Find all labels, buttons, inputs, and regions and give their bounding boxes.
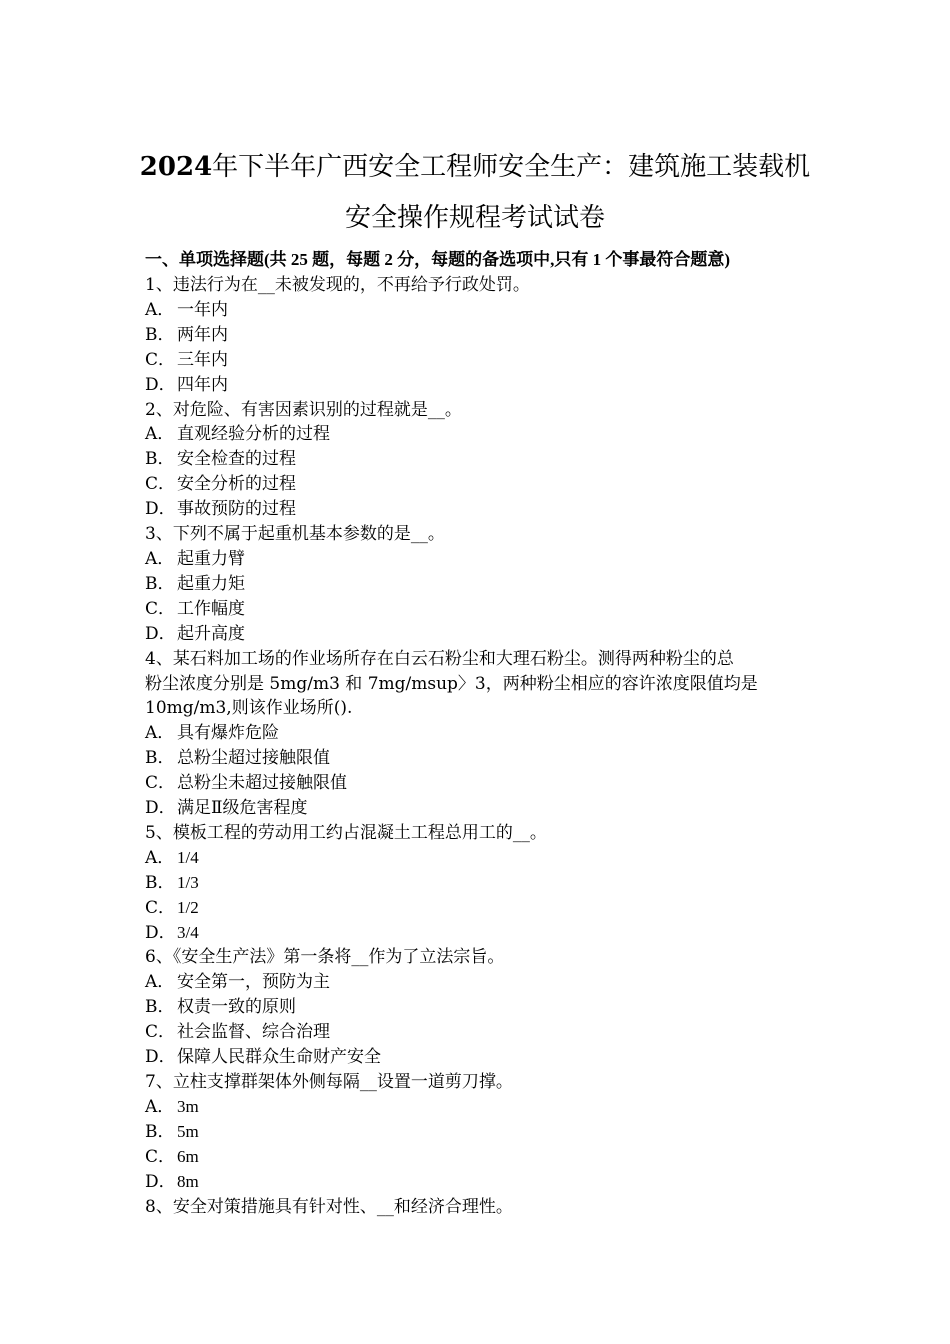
option-letter: D． — [145, 798, 176, 819]
option-text: 起重力矩 — [177, 573, 245, 594]
option-text: 工作幅度 — [177, 598, 245, 619]
option-letter: C． — [145, 1022, 176, 1043]
document-title-line-1 — [0, 152, 950, 182]
option-b — [145, 1120, 810, 1145]
option-letter: B． — [145, 872, 175, 893]
option-a — [145, 846, 810, 871]
option-d — [145, 373, 810, 398]
title-year: 2024 — [139, 152, 213, 182]
option-letter: D． — [145, 1047, 176, 1068]
question-stem: 6、《安全生产法》第一条将__作为了立法宗旨。 — [145, 947, 505, 968]
option-letter: C． — [145, 349, 176, 370]
option-text: 3m — [177, 1096, 199, 1116]
option-b — [145, 572, 810, 597]
option-letter: D． — [145, 1171, 176, 1192]
option-c — [145, 348, 810, 373]
option-text: 满足Ⅱ级危害程度 — [177, 798, 308, 819]
option-text: 保障人民群众生命财产安全 — [177, 1047, 381, 1068]
option-letter: B． — [145, 324, 175, 345]
option-b — [145, 995, 810, 1020]
question-stem: 5、模板工程的劳动用工约占混凝土工程总用工的__。 — [145, 822, 547, 843]
document-body — [145, 247, 810, 1219]
option-text: 5m — [177, 1121, 199, 1141]
option-text: 一年内 — [177, 299, 228, 320]
option-d — [145, 921, 810, 946]
option-d — [145, 497, 810, 522]
option-a — [145, 298, 810, 323]
option-text: 直观经验分析的过程 — [177, 424, 330, 445]
option-letter: A． — [145, 548, 175, 569]
option-c — [145, 771, 810, 796]
option-text: 两年内 — [177, 324, 228, 345]
option-text: 6m — [177, 1146, 199, 1166]
option-letter: D． — [145, 499, 176, 520]
option-b — [145, 447, 810, 472]
option-text: 安全分析的过程 — [177, 474, 296, 495]
option-a — [145, 721, 810, 746]
option-letter: A． — [145, 1096, 175, 1117]
option-text: 1/2 — [177, 897, 199, 917]
option-text: 权责一致的原则 — [177, 997, 296, 1018]
option-text: 8m — [177, 1171, 199, 1191]
option-letter: B． — [145, 997, 175, 1018]
option-letter: D． — [145, 374, 176, 395]
option-a — [145, 970, 810, 995]
option-text: 起升高度 — [177, 623, 245, 644]
option-text: 具有爆炸危险 — [177, 723, 279, 744]
option-c — [145, 597, 810, 622]
question-stem: 2、对危险、有害因素识别的过程就是__。 — [145, 399, 462, 420]
option-letter: B． — [145, 748, 175, 769]
option-letter: C． — [145, 598, 176, 619]
option-letter: C． — [145, 773, 176, 794]
option-d — [145, 622, 810, 647]
option-text: 社会监督、综合治理 — [177, 1022, 330, 1043]
option-letter: A． — [145, 847, 175, 868]
question-stem: 7、立柱支撑群架体外侧每隔__设置一道剪刀撑。 — [145, 1072, 513, 1092]
option-text: 3/4 — [177, 922, 199, 942]
option-d — [145, 1045, 810, 1070]
option-text: 总粉尘超过接触限值 — [177, 748, 330, 769]
question-stem-line: 4、某石料加工场的作业场所存在白云石粉尘和大理石粉尘。测得两种粉尘的总 — [145, 648, 734, 669]
option-text: 四年内 — [177, 374, 228, 395]
option-letter: C． — [145, 474, 176, 495]
option-text: 安全检查的过程 — [177, 449, 296, 470]
option-letter: B． — [145, 1121, 175, 1142]
option-letter: C． — [145, 1146, 176, 1167]
question-stem-line: 10mg/m3,则该作业场所(). — [145, 698, 353, 719]
question-stem-line: 粉尘浓度分别是 5mg/m3 和 7mg/msup〉3，两种粉尘相应的容许浓度限值均是 — [145, 673, 758, 694]
option-b — [145, 871, 810, 896]
option-d — [145, 796, 810, 821]
option-b — [145, 746, 810, 771]
option-c — [145, 1020, 810, 1045]
option-text: 三年内 — [177, 349, 228, 370]
option-letter: B． — [145, 573, 175, 594]
option-c — [145, 472, 810, 497]
option-text: 1/4 — [177, 847, 199, 867]
question-stem: 1、违法行为在__未被发现的，不再给予行政处罚。 — [145, 275, 530, 295]
option-letter: A． — [145, 723, 175, 744]
option-text: 起重力臂 — [177, 548, 245, 569]
option-letter: B． — [145, 449, 175, 470]
option-letter: A． — [145, 424, 175, 445]
question-stem: 3、下列不属于起重机基本参数的是__。 — [145, 524, 445, 545]
document-title-line-2: 安全操作规程考试试卷 — [344, 203, 605, 233]
option-text: 总粉尘未超过接触限值 — [177, 773, 347, 794]
option-text: 1/3 — [177, 872, 199, 892]
option-text: 安全第一，预防为主 — [177, 972, 330, 993]
option-c — [145, 896, 810, 921]
title-text: 年下半年广西安全工程师安全生产：建筑施工装载机 — [212, 152, 811, 182]
question-stem: 8、安全对策措施具有针对性、__和经济合理性。 — [145, 1196, 513, 1217]
option-b — [145, 323, 810, 348]
option-d — [145, 1170, 810, 1195]
option-a — [145, 422, 810, 447]
option-c — [145, 1145, 810, 1170]
option-letter: D． — [145, 922, 176, 943]
option-letter: C． — [145, 897, 176, 918]
option-text: 事故预防的过程 — [177, 499, 296, 520]
option-a — [145, 547, 810, 572]
option-letter: D． — [145, 623, 176, 644]
option-a — [145, 1095, 810, 1120]
option-letter: A． — [145, 972, 175, 993]
section-header: 一、单项选择题(共 25 题，每题 2 分，每题的备选项中,只有 1 个事最符合题意) — [145, 250, 731, 269]
option-letter: A． — [145, 299, 175, 320]
